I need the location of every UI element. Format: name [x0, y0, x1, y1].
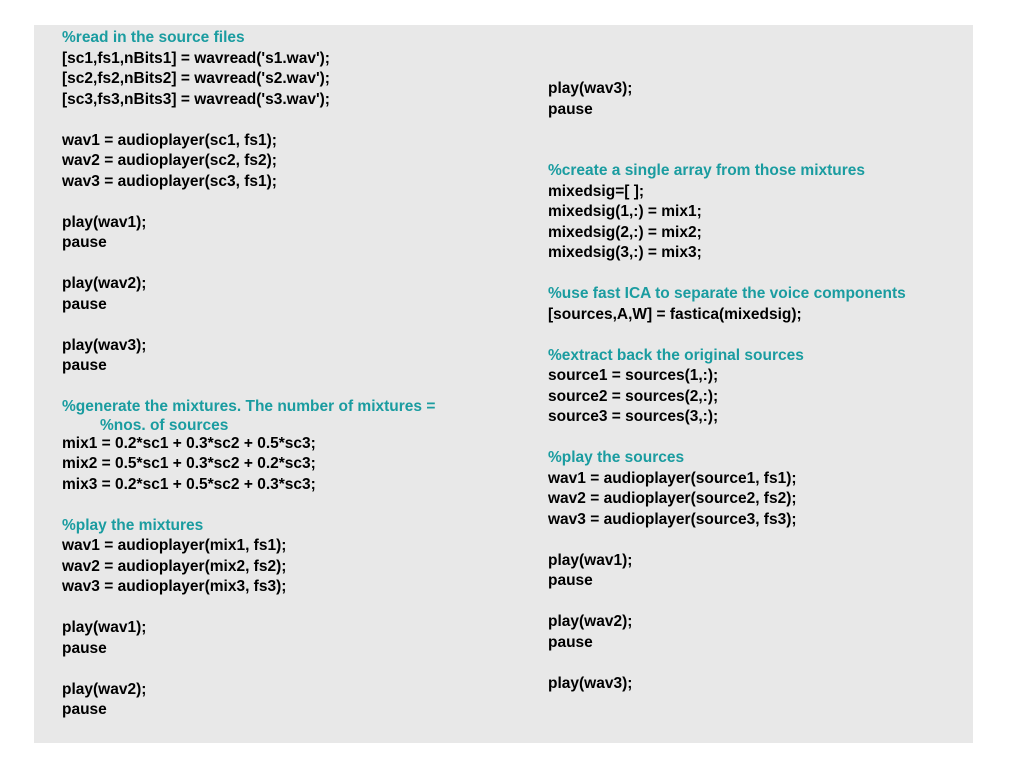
code-line: play(wav3);	[548, 80, 633, 97]
blank-line	[548, 264, 906, 285]
right-code-column	[548, 79, 906, 694]
code-line: wav3 = audioplayer(mix3, fs3);	[62, 578, 287, 595]
code-line: wav2 = audioplayer(source2, fs2);	[548, 490, 797, 507]
blank-line	[62, 377, 435, 398]
code-line: mix2 = 0.5*sc1 + 0.3*sc2 + 0.2*sc3;	[62, 455, 316, 472]
code-line: play(wav2);	[548, 613, 633, 630]
code-comment-line: %read in the source files	[62, 29, 245, 46]
code-comment-line: %extract back the original sources	[548, 346, 804, 364]
code-line: pause	[62, 639, 107, 657]
code-comment-line: %play the mixtures	[62, 516, 204, 534]
code-line: pause	[548, 633, 593, 651]
code-line: play(wav2);	[62, 275, 147, 292]
code-comment-line: %generate the mixtures. The number of mixtures =	[62, 398, 436, 415]
blank-line	[548, 428, 906, 449]
code-line: wav2 = audioplayer(sc2, fs2);	[62, 152, 277, 169]
code-comment-line: %nos. of sources	[100, 416, 229, 434]
code-line: pause	[62, 234, 107, 251]
blank-line	[62, 192, 435, 213]
code-line: play(wav1);	[548, 551, 633, 569]
code-line: wav3 = audioplayer(sc3, fs1);	[62, 172, 277, 190]
blank-line	[548, 325, 906, 346]
blank-line	[548, 653, 906, 674]
code-line: mixedsig(1,:) = mix1;	[548, 203, 702, 220]
code-line: [sc2,fs2,nBits2] = wavread('s2.wav');	[62, 70, 330, 87]
code-line: source1 = sources(1,:);	[548, 367, 719, 384]
code-line: pause	[62, 701, 107, 718]
code-line: play(wav1);	[62, 619, 147, 636]
code-line: play(wav2);	[62, 680, 147, 698]
code-line: wav2 = audioplayer(mix2, fs2);	[62, 557, 287, 575]
code-line: play(wav3);	[62, 336, 147, 354]
code-line: mixedsig(3,:) = mix3;	[548, 244, 702, 261]
blank-line	[62, 315, 435, 336]
code-comment-line: %play the sources	[548, 449, 685, 466]
code-line: source2 = sources(2,:);	[548, 387, 719, 405]
code-line: source3 = sources(3,:);	[548, 408, 719, 425]
code-line: [sources,A,W] = fastica(mixedsig);	[548, 305, 802, 323]
blank-line	[548, 141, 906, 162]
code-line: wav1 = audioplayer(mix1, fs1);	[62, 537, 287, 554]
blank-line	[62, 110, 435, 131]
code-line: wav3 = audioplayer(source3, fs3);	[548, 510, 797, 528]
code-comment-line: %use fast ICA to separate the voice components	[548, 285, 906, 302]
code-line: pause	[548, 100, 593, 118]
code-line: pause	[548, 572, 593, 589]
code-line: mixedsig=[ ];	[548, 182, 645, 200]
blank-line	[548, 530, 906, 551]
code-line: mixedsig(2,:) = mix2;	[548, 223, 702, 241]
code-line: mix1 = 0.2*sc1 + 0.3*sc2 + 0.5*sc3;	[62, 434, 316, 452]
blank-line	[548, 120, 906, 141]
code-line: [sc3,fs3,nBits3] = wavread('s3.wav');	[62, 90, 330, 108]
code-line: [sc1,fs1,nBits1] = wavread('s1.wav');	[62, 49, 330, 67]
code-line: pause	[62, 295, 107, 313]
code-comment-line: %create a single array from those mixtures	[548, 162, 866, 179]
code-line: wav1 = audioplayer(source1, fs1);	[548, 469, 797, 487]
blank-line	[62, 659, 435, 680]
blank-line	[62, 495, 435, 516]
code-line: play(wav1);	[62, 213, 147, 231]
blank-line	[548, 592, 906, 613]
code-line: mix3 = 0.2*sc1 + 0.5*sc2 + 0.3*sc3;	[62, 475, 316, 493]
code-line: pause	[62, 357, 107, 374]
blank-line	[62, 598, 435, 619]
blank-line	[62, 254, 435, 275]
left-code-column	[62, 28, 435, 721]
code-line: wav1 = audioplayer(sc1, fs1);	[62, 131, 277, 149]
code-line: play(wav3);	[548, 674, 633, 692]
